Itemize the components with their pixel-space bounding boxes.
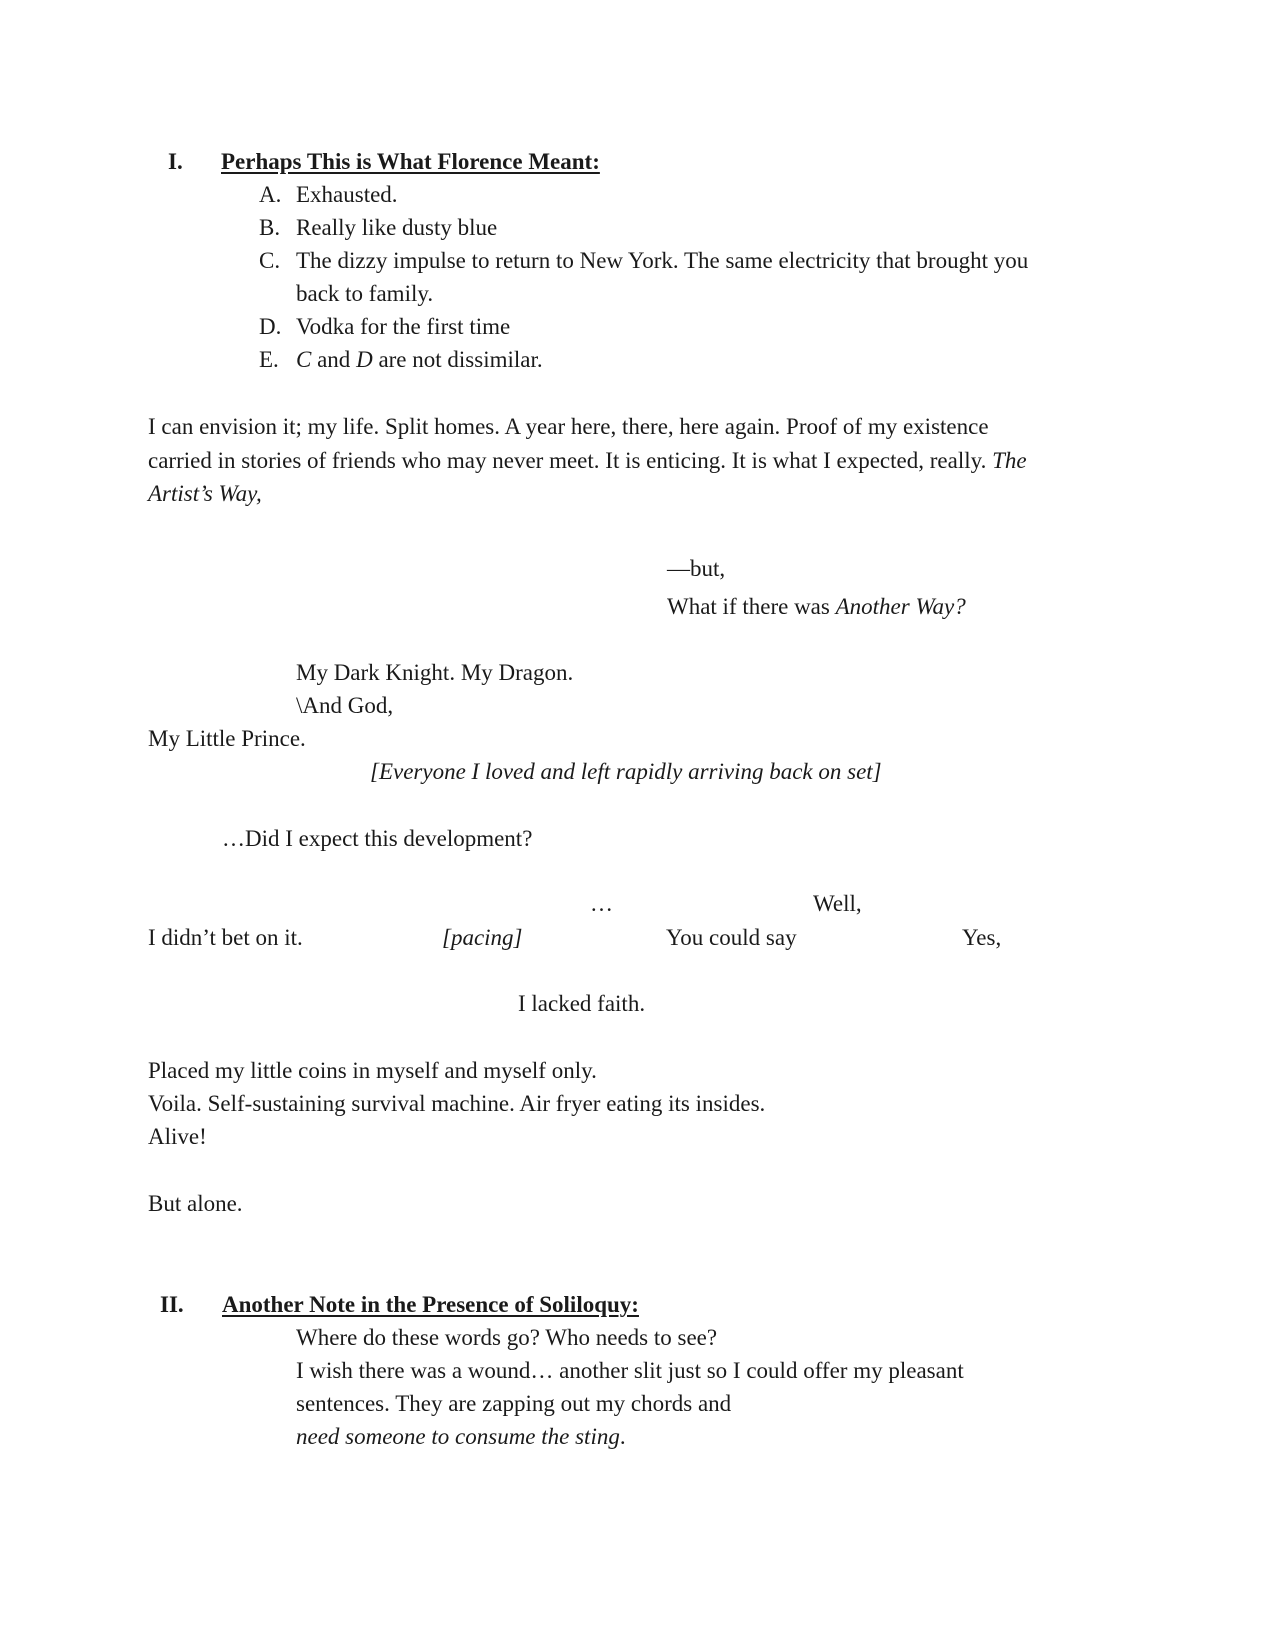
artists-way-part-2: Artist’s Way, [148,481,262,506]
soliloquy-line-4 [296,1421,626,1453]
list-item-e-c: C [296,347,312,372]
section-2-heading: Another Note in the Presence of Soliloquy: [222,1292,639,1317]
dark-knight-line: My Dark Knight. My Dragon. [296,660,574,685]
stage-direction: [Everyone I loved and left rapidly arriving back on set] [370,759,882,784]
another-way-italic: Another Way? [835,594,966,619]
list-item-e [296,344,543,376]
soliloquy-line-3: sentences. They are zapping out my chords and [296,1391,732,1416]
list-item-b: Really like dusty blue [296,215,498,240]
list-letter-b: B. [259,215,281,240]
bet-line: I didn’t bet on it. [148,925,303,950]
list-letter-e: E. [259,347,279,372]
list-item-e-rest: are not dissimilar. [372,347,543,372]
another-way-text: What if there was [667,594,836,619]
list-item-c-line1: The dizzy impulse to return to New York. The same electricity that brought you [296,248,1029,273]
envision-line-2 [148,445,1027,477]
section-1-heading: Perhaps This is What Florence Meant: [221,149,600,174]
faith-line: I lacked faith. [518,991,646,1016]
list-item-c-line2: back to family. [296,281,434,306]
list-letter-c: C. [259,248,281,273]
envision-line-1: I can envision it; my life. Split homes. A year here, there, here again. Proof of my existence [148,414,989,439]
list-item-e-d: D [356,347,373,372]
could-say: You could say [666,925,797,950]
list-letter-d: D. [259,314,282,339]
section-2-numeral: II. [160,1292,184,1317]
envision-line-2-text: carried in stories of friends who may never meet. It is enticing. It is what I expected, really. [148,448,993,473]
soliloquy-line-1: Where do these words go? Who needs to see? [296,1325,718,1350]
yes-word: Yes, [962,925,1002,950]
well-word: Well, [813,891,862,916]
and-god-line: \And God, [296,693,394,718]
list-item-d: Vodka for the first time [296,314,511,339]
coins-line-1: Placed my little coins in myself and myself only. [148,1058,597,1083]
sting-period: . [619,1424,626,1449]
soliloquy-line-2: I wish there was a wound… another slit just so I could offer my pleasant [296,1358,964,1383]
list-item-e-and: and [311,347,357,372]
coins-line-2: Voila. Self-sustaining survival machine. Air fryer eating its insides. [148,1091,766,1116]
little-prince-line: My Little Prince. [148,726,306,751]
section-1-numeral: I. [168,149,183,174]
another-way-line [667,591,966,623]
coins-line-3: Alive! [148,1124,207,1149]
list-letter-a: A. [259,182,282,207]
artists-way-part-1: The [992,448,1027,473]
but-line: —but, [667,556,726,581]
expect-line: …Did I expect this development? [222,826,533,851]
list-item-a: Exhausted. [296,182,398,207]
sting-italic: need someone to consume the sting [296,1424,620,1449]
alone-line: But alone. [148,1191,243,1216]
ellipsis: … [590,891,613,916]
pacing-direction: [pacing] [442,925,523,950]
